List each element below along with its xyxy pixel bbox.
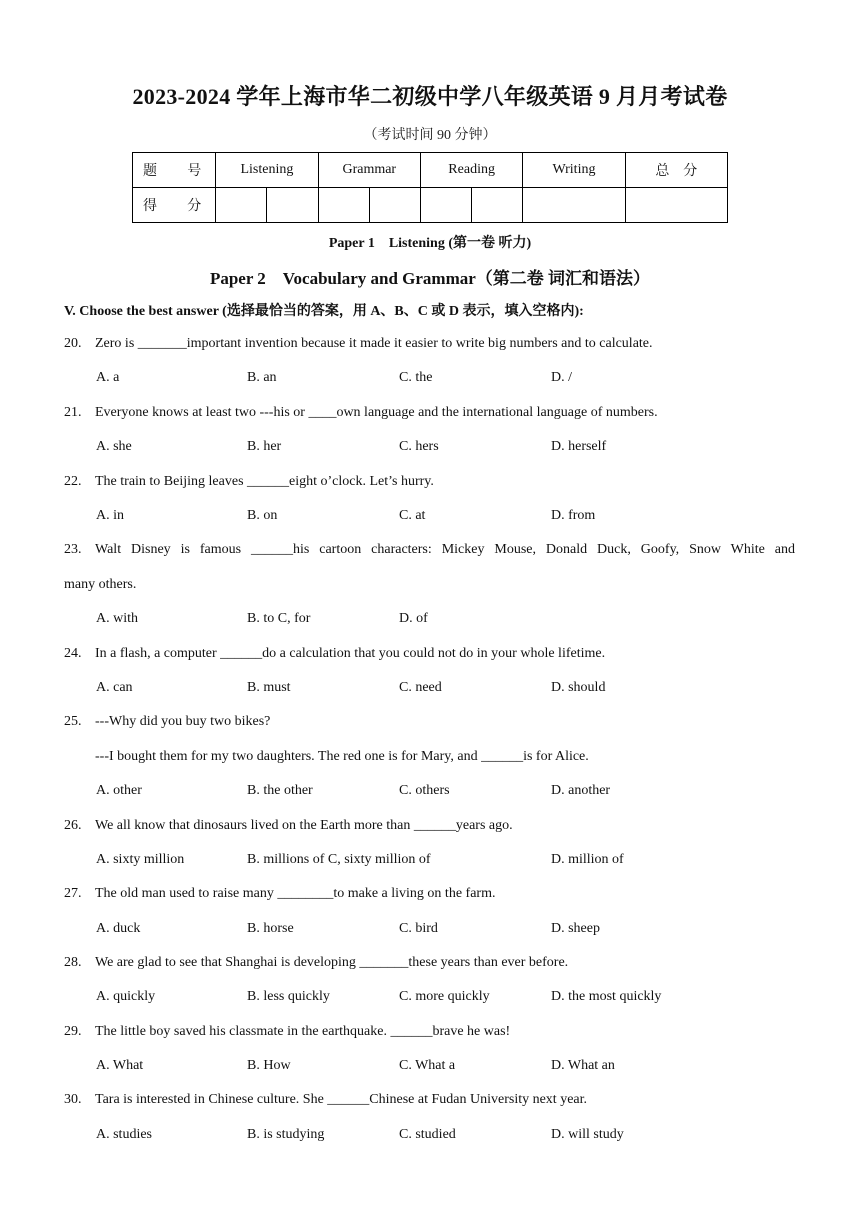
- score-label: 得 分: [133, 188, 216, 223]
- question-number-label: 题 号: [133, 153, 216, 188]
- option-b: B. must: [247, 680, 291, 695]
- section-instruction: V. Choose the best answer (选择最恰当的答案，用 A、B、C 或 D 表示，填入空格内):: [64, 304, 584, 319]
- option-a: A. in: [96, 508, 124, 523]
- option-b: B. the other: [247, 783, 313, 798]
- option-d: D. from: [551, 508, 596, 523]
- score-table-score-row: [133, 188, 728, 223]
- option-c: C. at: [399, 508, 426, 523]
- option-b: B. on: [247, 508, 278, 523]
- paper1-heading: Paper 1 Listening (第一卷 听力): [328, 236, 532, 251]
- option-b: B. millions of C, sixty million of: [247, 852, 431, 867]
- option-d: D. should: [551, 680, 606, 695]
- option-d: D. another: [551, 783, 611, 798]
- option-d: D. /: [551, 370, 572, 385]
- total-header: 总 分: [625, 153, 727, 188]
- option-b: B. to C, for: [247, 611, 311, 626]
- option-a: A. a: [96, 370, 120, 385]
- option-a: A. with: [96, 611, 138, 626]
- question-text: Walt Disney is famous ______his cartoon characters: Mickey Mouse, Donald Duck, Goofy, Snow White and: [95, 542, 795, 557]
- score-table-header-row: [133, 153, 728, 188]
- option-a: A. What: [96, 1058, 144, 1073]
- option-a: A. other: [96, 783, 142, 798]
- question-text: ---Why did you buy two bikes?: [95, 714, 271, 729]
- question-text: We all know that dinosaurs lived on the Earth more than ______years ago.: [95, 818, 513, 833]
- option-c: C. others: [399, 783, 450, 798]
- question-number: 29.: [64, 1024, 82, 1039]
- question-text: The old man used to raise many ________to make a living on the farm.: [95, 886, 496, 901]
- option-c: C. hers: [399, 439, 439, 454]
- option-d: D. of: [399, 611, 428, 626]
- score-cell: [369, 188, 420, 223]
- option-b: B. less quickly: [247, 989, 330, 1004]
- option-c: C. bird: [399, 921, 438, 936]
- option-a: A. sixty million: [96, 852, 185, 867]
- option-b: B. her: [247, 439, 282, 454]
- option-a: A. quickly: [96, 989, 156, 1004]
- question-text: Everyone knows at least two ---his or ____own language and the international language of numbers.: [95, 405, 658, 420]
- option-d: D. herself: [551, 439, 607, 454]
- question-text: We are glad to see that Shanghai is developing _______these years than ever before.: [95, 955, 569, 970]
- listening-header: Listening: [216, 153, 318, 188]
- score-cell: [420, 188, 471, 223]
- option-b: B. How: [247, 1058, 291, 1073]
- question-25-continuation: ---I bought them for my two daughters. The red one is for Mary, and ______is for Alice.: [95, 749, 589, 764]
- score-cell: [625, 188, 727, 223]
- question-number: 23.: [64, 542, 82, 557]
- question-text: Zero is _______important invention because it made it easier to write big numbers and to calculate.: [95, 336, 653, 351]
- option-d: D. sheep: [551, 921, 600, 936]
- option-d: D. million of: [551, 852, 624, 867]
- score-table: [132, 152, 728, 223]
- score-cell: [318, 188, 369, 223]
- question-number: 28.: [64, 955, 82, 970]
- score-cell: [267, 188, 318, 223]
- question-23-continuation: many others.: [64, 577, 137, 592]
- question-number: 25.: [64, 714, 82, 729]
- option-c: C. studied: [399, 1127, 456, 1142]
- exam-duration: （考试时间 90 分钟）: [363, 128, 497, 143]
- option-a: A. studies: [96, 1127, 152, 1142]
- option-c: C. the: [399, 370, 433, 385]
- score-cell: [216, 188, 267, 223]
- option-c: C. What a: [399, 1058, 456, 1073]
- question-text: The little boy saved his classmate in the earthquake. ______brave he was!: [95, 1024, 511, 1039]
- question-text: The train to Beijing leaves ______eight o’clock. Let’s hurry.: [95, 474, 434, 489]
- option-d: D. the most quickly: [551, 989, 662, 1004]
- question-text: In a flash, a computer ______do a calculation that you could not do in your whole lifetime.: [95, 646, 606, 661]
- question-number: 20.: [64, 336, 82, 351]
- question-number: 21.: [64, 405, 82, 420]
- paper2-heading: Paper 2 Vocabulary and Grammar（第二卷 词汇和语法）: [209, 269, 651, 288]
- question-text: Tara is interested in Chinese culture. She ______Chinese at Fudan University next year.: [95, 1092, 588, 1107]
- score-cell: [472, 188, 523, 223]
- option-c: C. more quickly: [399, 989, 490, 1004]
- option-d: D. What an: [551, 1058, 615, 1073]
- reading-header: Reading: [420, 153, 522, 188]
- question-number: 26.: [64, 818, 82, 833]
- option-a: A. can: [96, 680, 133, 695]
- question-number: 22.: [64, 474, 82, 489]
- exam-title: 2023-2024 学年上海市华二初级中学八年级英语 9 月月考试卷: [132, 84, 728, 109]
- question-23: [64, 542, 796, 562]
- option-a: A. she: [96, 439, 132, 454]
- writing-header: Writing: [523, 153, 625, 188]
- option-c: C. need: [399, 680, 442, 695]
- question-number: 27.: [64, 886, 82, 901]
- score-cell: [523, 188, 625, 223]
- option-b: B. an: [247, 370, 277, 385]
- option-b: B. is studying: [247, 1127, 325, 1142]
- option-b: B. horse: [247, 921, 294, 936]
- question-number: 24.: [64, 646, 82, 661]
- option-d: D. will study: [551, 1127, 624, 1142]
- grammar-header: Grammar: [318, 153, 420, 188]
- question-number: 30.: [64, 1092, 82, 1107]
- option-a: A. duck: [96, 921, 141, 936]
